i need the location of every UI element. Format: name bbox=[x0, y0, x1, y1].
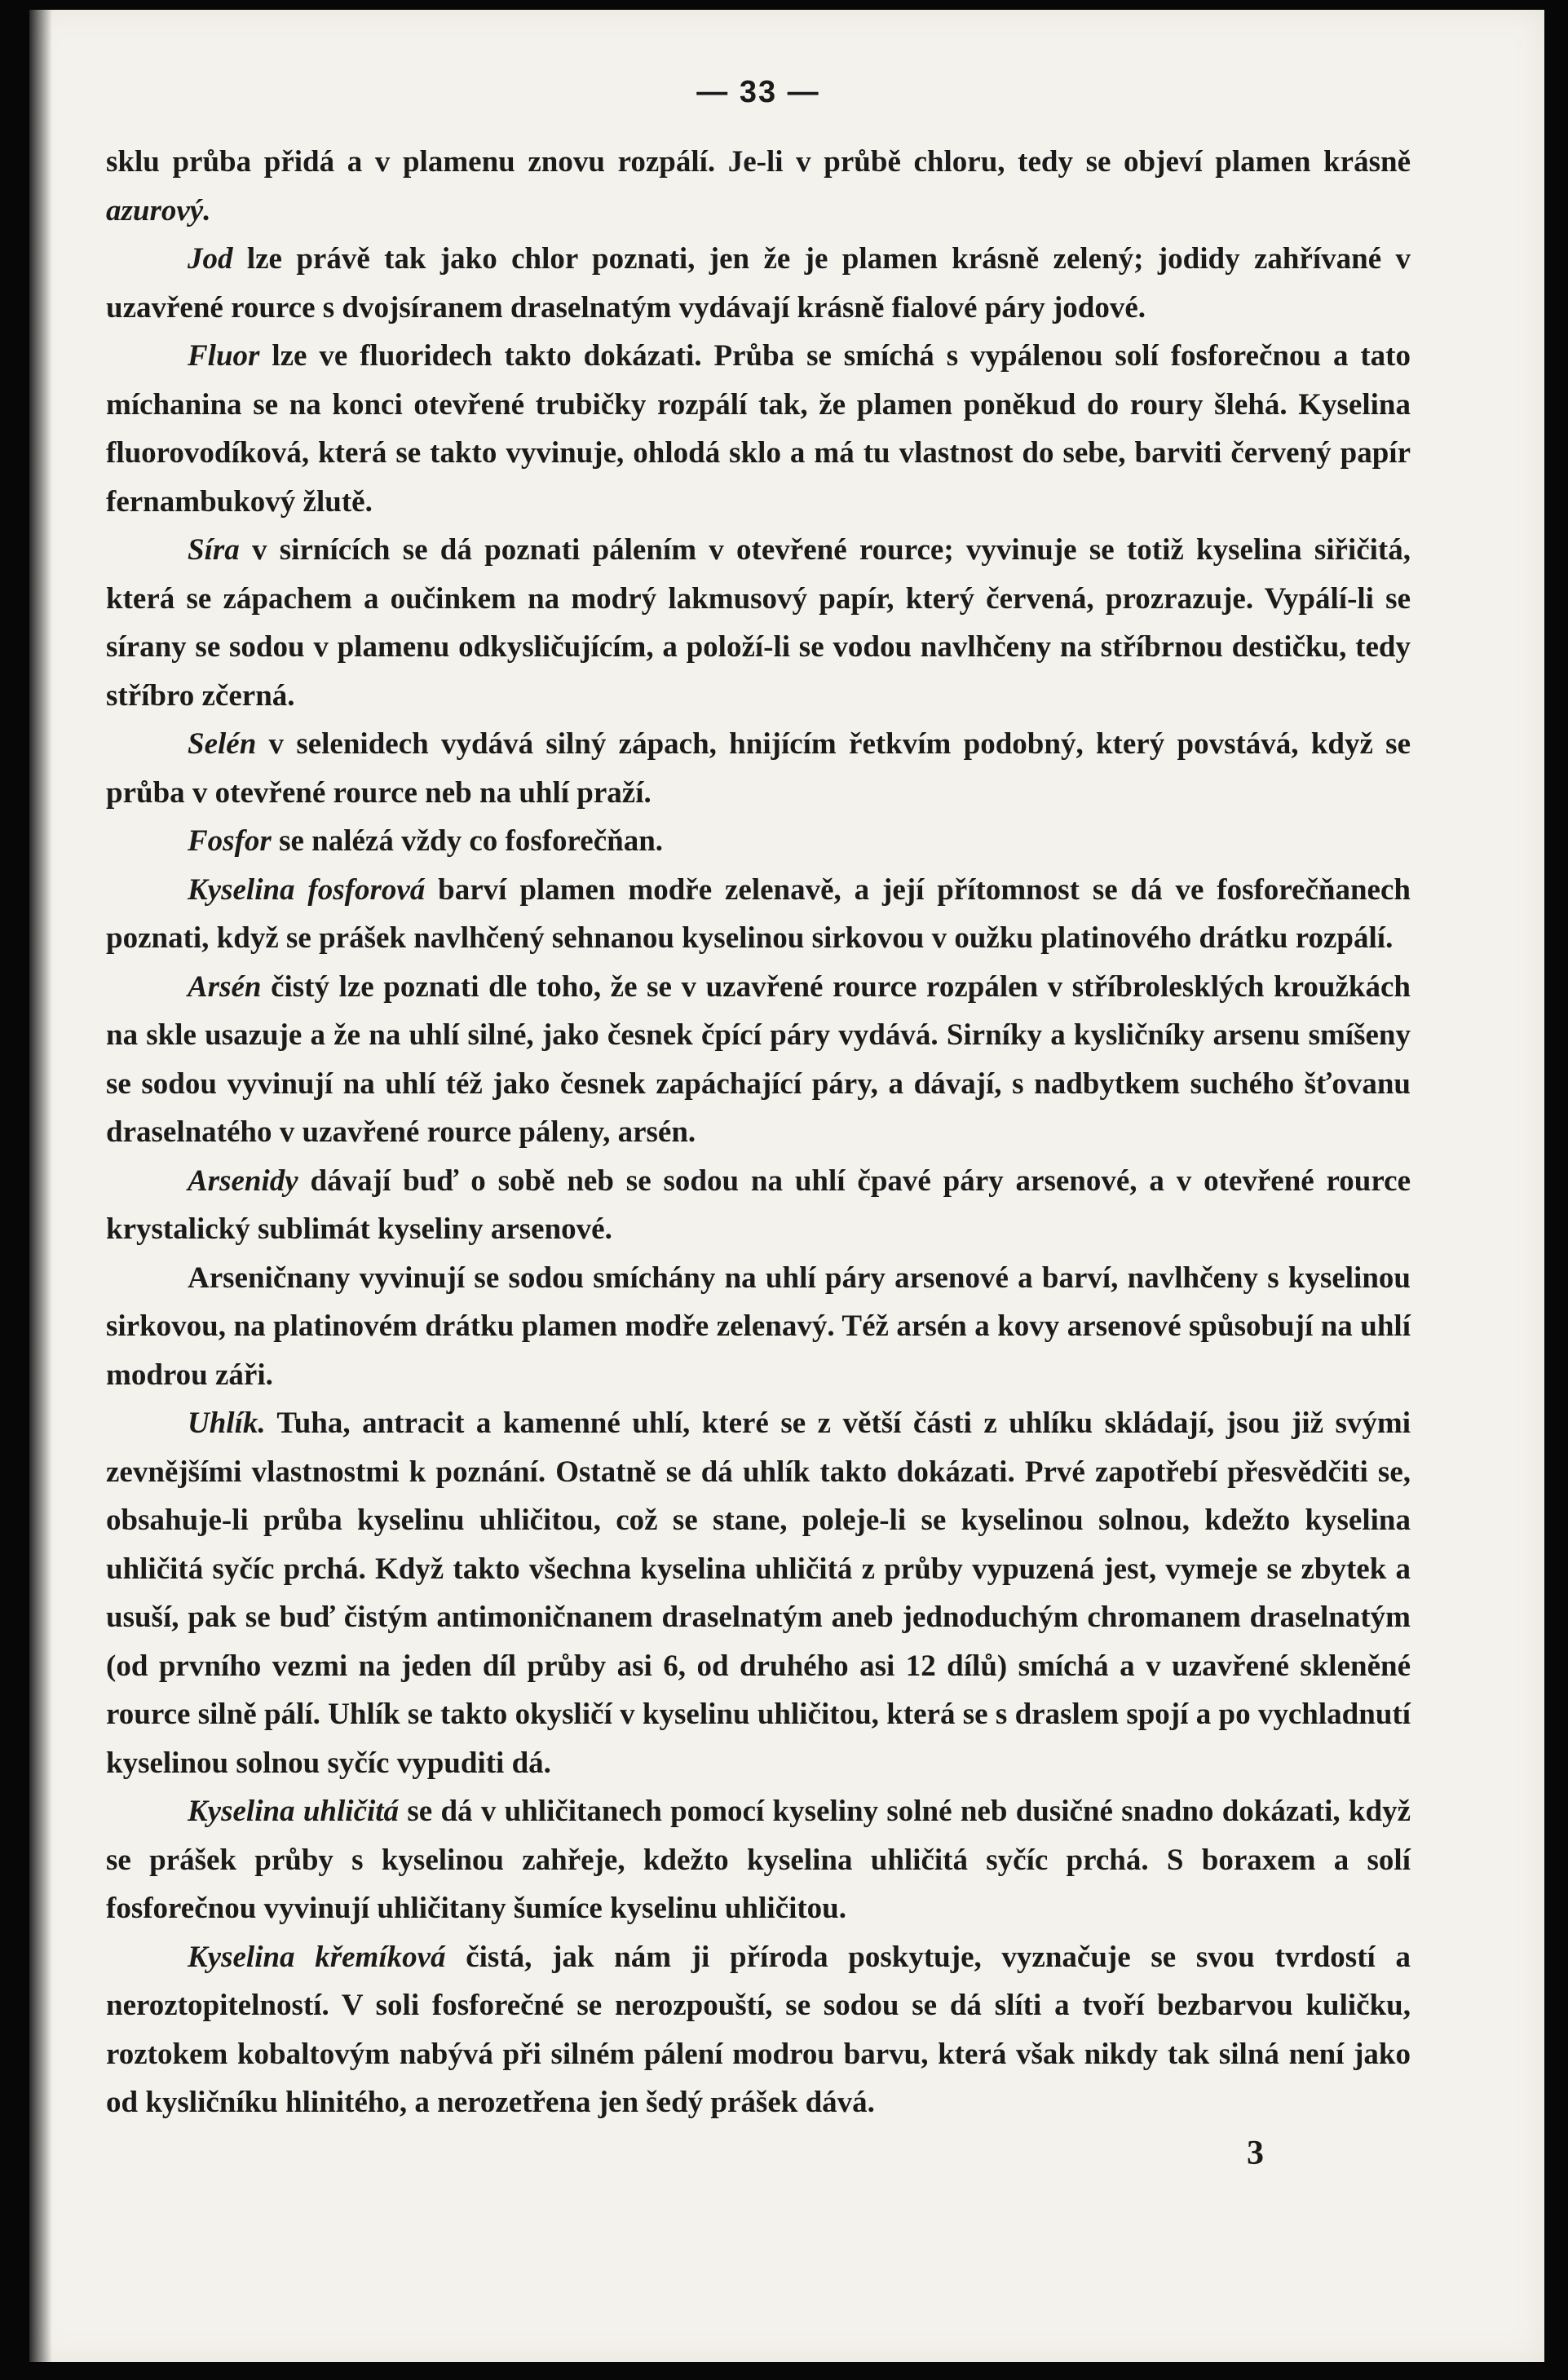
italic-term: Arsenidy bbox=[188, 1164, 298, 1198]
paragraph bbox=[106, 526, 1411, 720]
page-edge-shadow bbox=[29, 10, 52, 2362]
paragraph bbox=[106, 1933, 1411, 2127]
text-body bbox=[106, 138, 1411, 2127]
text-run: Tuha, antracit a kamenné uhlí, které se z větší části z uhlíku skládají, jsou již svými zevnějšími vlastnostmi k poznání. Ostatně se dá uhlík takto dokázati. Prvé zapotřebí přesvědčiti se, obsahuje-li průba kyselinu uhličitou, což se stane, poleje-li se kyselinou solnou, kdežto kyselina uhličitá syčíc prchá. Když takto všechna kyselina uhličitá z průby vypuzená jest, vymeje se zbytek a usuší, pak se buď čistým antimoničnanem draselnatým aneb jednoduchým chromanem draselnatým (od prvního vezmi na jeden díl průby asi 6, od druhého asi 12 dílů) smíchá a v uzavřené skleněné rource silně pálí. Uhlík se takto okysličí v kyselinu uhličitou, která se s draslem spojí a po vychladnutí kyselinou solnou syčíc vypuditi dá. bbox=[106, 1406, 1411, 1780]
italic-term: Fosfor bbox=[188, 824, 272, 858]
paragraph bbox=[106, 235, 1411, 332]
paragraph bbox=[106, 332, 1411, 526]
italic-term: Jod bbox=[188, 242, 233, 276]
text-run: v selenidech vydává silný zápach, hnijícím řetkvím podobný, který povstává, když se průba v otevřené rource neb na uhlí praží. bbox=[106, 727, 1411, 810]
paragraph bbox=[106, 1399, 1411, 1787]
paragraph bbox=[106, 138, 1411, 235]
italic-term: Kyselina křemíková bbox=[188, 1940, 446, 1974]
paragraph bbox=[106, 963, 1411, 1157]
paragraph bbox=[106, 817, 1411, 866]
text-run: lze právě tak jako chlor poznati, jen že je plamen krásně zelený; jodidy zahřívané v uzavřené rource s dvojsíranem draselnatým vydávají krásně fialové páry jodové. bbox=[106, 242, 1411, 325]
book-page bbox=[29, 10, 1544, 2362]
text-run: se dá v uhličitanech pomocí kyseliny solné neb dusičné snadno dokázati, když se prášek průby s kyselinou zahřeje, kdežto kyselina uhličitá syčíc prchá. S boraxem a solí fosforečnou vyvinují uhličitany šumíce kyselinu uhličitou. bbox=[106, 1795, 1411, 1925]
paragraph bbox=[106, 1254, 1411, 1400]
text-run: Arseničnany vyvinují se sodou smíchány na uhlí páry arsenové a barví, navlhčeny s kyselinou sirkovou, na platinovém drátku plamen modře zelenavý. Též arsén a kovy arsenové spůsobují na uhlí modrou záři. bbox=[106, 1261, 1411, 1392]
italic-term: Arsén bbox=[188, 969, 262, 1004]
page-number: — 33 — bbox=[696, 75, 820, 109]
paragraph bbox=[106, 720, 1411, 817]
italic-term: Fluor bbox=[188, 339, 260, 373]
italic-term: azurový. bbox=[106, 193, 211, 227]
text-run: dávají buď o sobě neb se sodou na uhlí čpavé páry arsenové, a v otevřené rource krystalický sublimát kyseliny arsenové. bbox=[106, 1164, 1411, 1246]
paragraph bbox=[106, 866, 1411, 963]
signature-mark: 3 bbox=[1247, 2134, 1264, 2172]
text-run: čistá, jak nám ji příroda poskytuje, vyznačuje se svou tvrdostí a neroztopitelností. V soli fosforečné se nerozpouští, se sodou se dá slíti a tvoří bezbarvou kuličku, roztokem kobaltovým nabývá při silném pálení modrou barvu, která však nikdy tak silná není jako od kysličníku hlinitého, a nerozetřena jen šedý prášek dává. bbox=[106, 1940, 1411, 2119]
page-content bbox=[106, 75, 1411, 2173]
text-run: sklu průba přidá a v plamenu znovu rozpálí. Je-li v průbě chloru, tedy se objeví plamen krásně bbox=[106, 145, 1411, 179]
italic-term: Kyselina fosforová bbox=[188, 872, 426, 907]
italic-term: Selén bbox=[188, 727, 257, 761]
paragraph bbox=[106, 1157, 1411, 1254]
text-run: barví plamen modře zelenavě, a její přítomnost se dá ve fosforečňanech poznati, když se prášek navlhčený sehnanou kyselinou sirkovou v oužku platinového drátku rozpálí. bbox=[106, 872, 1411, 955]
text-run: se nalézá vždy co fosforečňan. bbox=[271, 824, 664, 858]
italic-term: Uhlík. bbox=[188, 1406, 266, 1440]
italic-term: Kyselina uhličitá bbox=[188, 1795, 400, 1828]
text-run: v sirnících se dá poznati pálením v otevřené rource; vyvinuje se totiž kyselina siřičitá, která se zápachem a oučinkem na modrý lakmusový papír, který červená, prozrazuje. Vypálí-li se sírany se sodou v plamenu odkysličujícím, a položí-li se vodou navlhčeny na stříbrnou destičku, tedy stříbro zčerná. bbox=[106, 533, 1411, 713]
text-run: lze ve fluoridech takto dokázati. Průba se smíchá s vypálenou solí fosforečnou a tato míchanina se na konci otevřené trubičky rozpálí tak, že plamen poněkud do roury šlehá. Kyselina fluorovodíková, která se takto vyvinuje, ohlodá sklo a má tu vlastnost do sebe, barviti červený papír fernambukový žlutě. bbox=[106, 339, 1411, 519]
italic-term: Síra bbox=[188, 533, 240, 567]
text-run: čistý lze poznati dle toho, že se v uzavřené rource rozpálen v stříbrolesklých kroužkách na skle usazuje a že na uhlí silné, jako česnek čpící páry vydává. Sirníky a kysličníky arsenu smíšeny se sodou vyvinují na uhlí též jako česnek zapáchající páry, a dávají, s nadbytkem suchého šťovanu draselnatého v uzavřené rource páleny, arsén. bbox=[106, 969, 1411, 1149]
paragraph bbox=[106, 1787, 1411, 1933]
